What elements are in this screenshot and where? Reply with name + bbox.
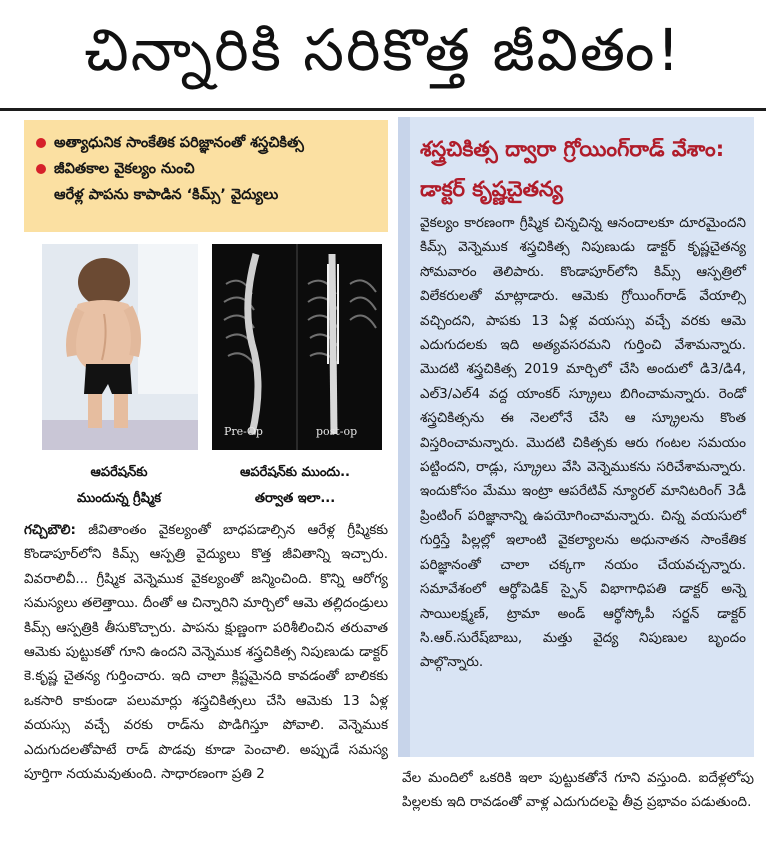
article-body-right-tail: వేల మందిలో ఒకరికి ఇలా పుట్టుకతోనే గూని వస్తుంది. ఐదేళ్లలోపు పిల్లలకు ఇది రావడంతో వాళ్ల ఎదుగుదలపై తీవ్ర ప్రభావం పడుతుంది. [402, 770, 754, 811]
bullet-icon [36, 138, 46, 148]
caption-line: ఆపరేషన్‌కు ముందు.. [240, 465, 350, 480]
xray-pre-op-label: Pre-Op [224, 425, 263, 438]
headline-rule [0, 108, 766, 111]
highlight-item [36, 156, 376, 182]
highlights-box [24, 120, 388, 232]
box-title: శస్త్రచికిత్స ద్వారా గ్రోయింగ్‌రాడ్ వేశాం: డాక్టర్ కృష్ణచైతన్య [420, 137, 725, 201]
article-body-left [24, 518, 388, 786]
box-body: వైకల్యం కారణంగా గ్రీష్మిక చిన్నచిన్న ఆనందాలకూ దూరమైందని కిమ్స్ వెన్నెముక శస్త్రచికిత్స నిపుణుడు డాక్టర్ కృష్ణచైతన్య సోమవారం తెలిపారు. కొండాపూర్‌లోని కిమ్స్ ఆస్పత్రిలో విలేకరులతో మాట్లాడారు. ఆమెకు గ్రోయింగ్‌రాడ్ వేయాల్సి వచ్చిందని, పాపకు 13 ఏళ్ల వయస్సు వచ్చే వరకు ఆమె ఎదుగుదలకు ఇది అత్యవసరమని గుర్తించి వేశామన్నారు. మొదటి శస్త్రచికిత్స 2019 మార్చిలో చేసి అందులో డి3/డి4, ఎల్3/ఎల్4 వద్ద యాంకర్ స్క్రూలు బిగించామన్నారు. రెండో శస్త్రచికిత్సను ఈ నెలలోనే చేసి ఆ స్క్రూలను కొంత విస్తరించామన్నారు. మొదటి చికిత్సకు ఆరు గంటల సమయం పట్టిందని, రాడ్లు, స్క్రూలు వేసి వెన్నెముకను సరిచేశామన్నారు. ఇందుకోసం మేము ఇంట్రా ఆపరేటివ్ న్యూరల్ మానిటరింగ్ 3డీ ప్రింటింగ్ పరిజ్ఞానాన్ని ఉపయోగించామన్నారు. చిన్న వయసులో గుర్తిస్తే పిల్లల్లో ఇలాంటి వైకల్యాలను అధునాతన సాంకేతిక పరిజ్ఞానంతో చాలా చక్కగా నయం చేయవచ్చన్నారు. సమావేశంలో ఆర్థోపెడిక్ స్పైన్ విభాగాధిపతి డాక్టర్ అన్నె సాయిలక్ష్మణ్, ట్రామా అండ్ ఆర్థోస్కోపీ సర్జన్ డాక్టర్ సి.ఆర్.సురేష్‌బాబు, మత్తు వైద్య నిపుణుల బృందం పాల్గొన్నారు. [420, 215, 746, 671]
caption-line: తర్వాత ఇలా... [254, 491, 336, 506]
bullet-icon [36, 164, 46, 174]
doctor-statement-box [398, 117, 754, 757]
xray-photo [212, 244, 382, 450]
headline: చిన్నారికి సరికొత్త జీవితం! [84, 16, 682, 84]
highlight-text: అత్యాధునిక సాంకేతిక పరిజ్ఞానంతో శస్త్రచికిత్స [54, 135, 304, 151]
caption-line: ముందున్న గ్రీష్మిక [76, 491, 162, 506]
xray-post-op-label: post-op [316, 425, 358, 438]
caption-line: ఆపరేషన్‌కు [90, 465, 148, 480]
photo-caption-xray [210, 460, 380, 512]
box-side-stripe [398, 117, 410, 757]
child-photo [42, 244, 198, 450]
highlight-text: జీవితకాల వైకల్యం నుంచి [54, 161, 195, 177]
highlight-item [36, 130, 376, 156]
dateline: గచ్చిబౌలి: [24, 522, 76, 538]
highlight-text-continued: ఆరేళ్ల పాపను కాపాడిన ‘కిమ్స్’ వైద్యులు [54, 187, 279, 203]
photo-caption-child [34, 460, 204, 512]
article-text: జీవితాంతం వైకల్యంతో బాధపడాల్సిన ఆరేళ్ల గ్రీష్మికకు కొండాపూర్‌లోని కిమ్స్ ఆస్పత్రి వైద్యులు కొత్త జీవితాన్ని ఇచ్చారు. వివరాలివీ... గ్రీష్మిక వెన్నెముక వైకల్యంతో జన్మించింది. కొన్ని ఆరోగ్య సమస్యలు తలెత్తాయి. దీంతో ఆ చిన్నారిని మార్చిలో ఆమె తల్లిదండ్రులు కిమ్స్ ఆస్పత్రికి తీసుకొచ్చారు. పాపను క్షుణ్ణంగా పరిశీలించిన తరువాత ఆమెకు పుట్టుకతో గూని ఉందని వెన్నెముక శస్త్రచికిత్స నిపుణుడు డాక్టర్ కె.కృష్ణ చైతన్య గుర్తించారు. ఇది చాలా క్లిష్టమైనది కావడంతో బాలికకు ఒకసారి కాకుండా పలుమార్లు శస్త్రచికిత్సలు చేసి ఆమెకు 13 ఏళ్ల వయస్సు వచ్చే వరకు రాడ్‌ను పొడిగిస్తూ పోవాలి. వెన్నెముక ఎదుగుదలతోపాటే రాడ్ పొడవు కూడా పెంచాలి. అప్పుడే సమస్య పూర్తిగా నయమవుతుంది. సాధారణంగా ప్రతి 2 [24, 522, 389, 783]
